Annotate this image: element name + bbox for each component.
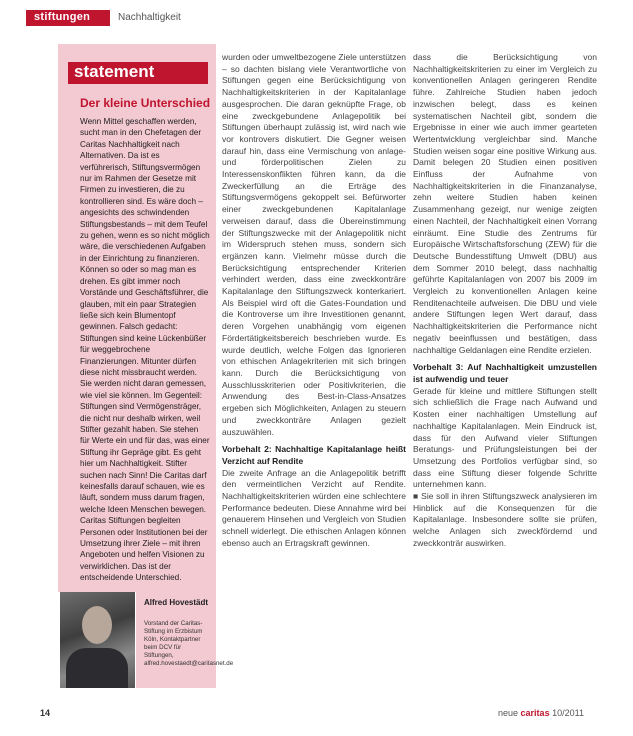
article-paragraph: wurden oder umweltbezogene Ziele unterstützen – so dachten bislang viele Verantwortliche von Stiftungen gegen eine Berücksichtigung von Nachhaltigkeitskriterien in der Kapitalanlage ausgesprochen. Die daran geknüpfte Frage, ob eine zweckgebundene Anlagepolitik bei Stiftungen überhaupt zulässig ist, wird nach wie vor kontrovers diskutiert. Die Gegner weisen darauf hin, dass eine Vermischung von anlage- und förderpolitischen Zielen zu Interessenskonflikten führen kann, da die Zweckerfüllung an die Erträge des Stiftungsvermögens gekoppelt sei. Befürworter einer zweckgebundenen Kapitalanlage verweisen darauf, dass die Übereinstimmung der Stiftungszwecke mit der Anlagepolitik nicht im Widerspruch stehen muss, sondern sich ergänzen kann. Vielmehr müsse durch die Berücksichtigung entsprechender Kriterien verhindert werden, dass eine zweckkonträre Kapitalanlage den Stiftungszweck konterkariert. Als Beispiel wird oft die Gates-Foundation und die Kontroverse um ihre Investitionen genannt, deren Vorgehen unabhängig vom eigenen Fördertätigkeitsbereich beschrieben wurde. Es wurde deutlich, welche Folgen das Ignorieren von ethischen Anlagekriterien mit sich bringen kann. Durch die Berücksichtigung von Ausschlusskriterien oder Positivkriterien, die Anwendung des Best-in-Class-Ansatzes ergeben sich Möglichkeiten, Anlagen zu steuern und zweckkonträre Anlagen gezielt auszuwählen. [222, 52, 406, 437]
sidebar-title: Der kleine Unterschied [80, 96, 211, 110]
author-suit [66, 648, 128, 688]
section-subtitle: Nachhaltigkeit [118, 12, 181, 23]
article-paragraph: dass die Berücksichtigung von Nachhaltigkeitskriterien zu einer im Vergleich zu konventionellen Anlagen geringeren Rendite führe. Zahlreiche Studien haben jedoch inzwischen belegt, dass es keinen systematischen Nachteil gibt, sondern die Ergebnisse in einer wie auch immer gearteten Wertentwicklung vergleichbar sind. Manche Studien weisen sogar eine positive Wirkung aus. Damit belegen 20 Studien einen positiven Einfluss der Aufnahme von Nachhaltigkeitskriterien in die Finanzanalyse, zehn weitere Studien haben keinen Zusammenhang gezeigt, nur wenige zeigten einen Nachteil, der Nachhaltigkeit einen Vorrang einräumt. Eine Studie des Zentrums für Europäische Wirtschaftsforschung (ZEW) für die Deutsche Bundesstiftung Umwelt (DBU) aus dem Sommer 2010 belegt, dass nachhaltig geführte Kapitalanlagen von 2007 bis 2009 im Vergleich zu konventionellen Anlagen keine Renditenachteile aufweisen. Die DBU und viele andere Stiftungen legen Wert darauf, dass Nachhaltigkeitskriterien die Performance nicht negativ beeinflussen und bestätigen, dass nachhaltige Geldanlagen eine Rendite erzielen. [413, 52, 597, 355]
page-number: 14 [40, 708, 51, 718]
section-header [26, 10, 596, 26]
magazine-issue: 10/2011 [552, 708, 584, 718]
section-label: stiftungen [34, 11, 91, 23]
article-subheading: Vorbehalt 3: Auf Nachhaltigkeit umzustellen ist aufwendig und teuer [413, 362, 597, 384]
article-column-middle [222, 52, 406, 550]
author-photo [60, 592, 135, 688]
sidebar-body: Wenn Mittel geschaffen werden, sucht man in den Chefetagen der Caritas Nachhaltigkeit nach Alternativen. Da ist es verführerisch, Stiftungsvermögen nur im Rahmen der Gesetze mit Firmen zu investieren, die zu kontrollieren sind. Es wäre doch – angesichts des schwindenden Stiftungsbestands – mit dem Teufel zu gehen, wenn es so nicht möglich wäre, die verschiedenen Aufgaben in der Einrichtung zu finanzieren. Können so oder so mag man es drehen. Es gibt immer noch Vorstände und Geschäftsführer, die glauben, mit ein paar Strategien ließe sich kein Blumentopf gewinnen. Falsch gedacht: Stiftungen sind keine Lückenbüßer für weggebrochene Finanzierungen. Mitunter dürfen diese nicht missbraucht werden. Sie werden nicht daran gemessen, wie viel sie können. Im Gegenteil: Stiftungen sind Vermögensträger, die nicht nur deshalb wirken, weil Stifter gezahlt haben. Sie stehen für Werte ein und für das, was einer Stiftung ihr Gepräge gibt. Es geht hier um Nachhaltigkeit. Stifter suchen nach Sinn! Die Caritas darf keinesfalls darauf schauen, wie es läuft, sondern muss darum fragen, welche Ideen Menschen bewegen. Caritas Stiftungen begleiten Personen oder Institutionen bei der Umsetzung ihrer Ziele – mit ihren Angeboten und helfen Visionen zu verwirklichen. Das ist der entscheidende Unterschied. [80, 117, 210, 583]
author-bio: Vorstand der Caritas-Stiftung im Erzbistum Köln, Kontaktpartner beim DCV für Stiftungen, alfred.hovestaedt@caritasnet.de [144, 620, 234, 667]
statement-sidebar [58, 44, 216, 592]
author-head [82, 606, 112, 644]
author-name: Alfred Hovestädt [144, 598, 209, 607]
section-tab [26, 10, 110, 26]
article-subheading: Vorbehalt 2: Nachhaltige Kapitalanlage heißt Verzicht auf Rendite [222, 444, 406, 466]
statement-banner [68, 62, 208, 84]
article-paragraph: Die zweite Anfrage an die Anlagepolitik betrifft den vermeintlichen Verzicht auf Rendite. Nachhaltigkeitskriterien würden eine schlechtere Performance bedeuten. Diese Annahme wird bei genauerem Hinsehen und Vergleich von Studien schnell widerlegt. Die ethischen Anlagen können ebenso auch an Ertragskraft gewinnen. [222, 467, 406, 548]
article-column-right [413, 52, 597, 550]
magazine-footer [498, 708, 584, 718]
statement-label: statement [74, 62, 155, 81]
article-paragraph: Gerade für kleine und mittlere Stiftungen stellt sich schließlich die Frage nach Aufwand und Kosten einer nachhaltigen Umstellung auf nachhaltige Kapitalanlagen. Mein Eindruck ist, dass für den Aufwand vieler Stiftungen Beratungs- und Prüfungsleistungen bei der Umsetzung des Portfolios verfügbar sind, so dass eine Stiftung dieser folgende Schritte unternehmen kann. [413, 385, 597, 490]
magazine-name: caritas [520, 708, 550, 718]
magazine-prefix: neue [498, 708, 519, 718]
author-info [136, 592, 234, 688]
article-bullet: ■ Sie soll in ihren Stiftungszweck analysieren im Hinblick auf die Konsequenzen für die Kapitalanlage. Insbesondere sollte sie prüfen, welche Anlagen sich zweckfördernd und zweckkonträr auswirken. [413, 491, 597, 548]
